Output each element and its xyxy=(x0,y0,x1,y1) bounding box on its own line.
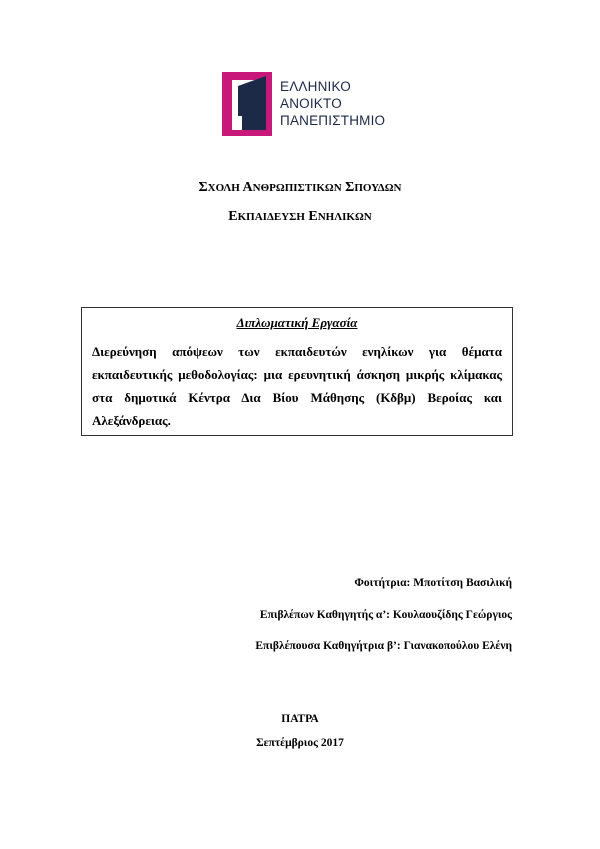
school-cap-1: Σ xyxy=(198,180,208,195)
logo-line-2: ΑΝΟΙΚΤΟ xyxy=(280,96,342,111)
school-word-3: ΠΟΥΔΩΝ xyxy=(354,182,402,194)
supervisor-b: Επιβλέπουσα Καθηγήτρια β’: Γιανακοπούλου Ελένη xyxy=(255,640,512,652)
logo-line-3: ΠΑΝΕΠΙΣΤΗΜΙΟ xyxy=(280,113,386,128)
program-cap-2: Ε xyxy=(308,209,318,224)
program-word-2: ΝΗΛΙΚΩΝ xyxy=(317,211,372,223)
logo-line-1: ΕΛΛΗΝΙΚΟ xyxy=(280,79,351,94)
university-logo xyxy=(222,72,422,136)
thesis-title: Διερεύνηση απόψεων των εκπαιδευτών ενηλίκων για θέματα εκπαιδευτικής μεθοδολογίας: μια ερευνητική άσκηση μικρής κλίμακας στα δημοτικά Κέντρα Δια Βίου Μάθησης (Κδβμ) Βεροίας και Αλεξάνδρειας. xyxy=(92,344,502,428)
city: ΠΑΤΡΑ xyxy=(281,713,319,725)
school-cap-2: Α xyxy=(242,180,253,195)
program-name xyxy=(0,209,600,225)
supervisor-a: Επιβλέπων Καθηγητής α’: Κουλαουζίδης Γεώργιος xyxy=(259,609,512,621)
university-logo-icon xyxy=(222,72,272,136)
date: Σεπτέμβριος 2017 xyxy=(256,737,344,749)
school-cap-3: Σ xyxy=(345,180,355,195)
logo-wordmark xyxy=(280,78,385,129)
student-name: Φοιτήτρια: Μποτίτση Βασιλική xyxy=(354,577,512,589)
school-name xyxy=(0,180,600,196)
school-word-2: ΝΘΡΩΠΙΣΤΙΚΩΝ xyxy=(252,182,342,194)
thesis-type-label: Διπλωματική Εργασία xyxy=(236,315,358,330)
program-word-1: ΚΠΑΙΔΕΥΣΗ xyxy=(237,211,305,223)
thesis-title-box xyxy=(81,307,513,436)
school-word-1: ΧΟΛΗ xyxy=(207,182,240,194)
program-cap-1: Ε xyxy=(228,209,238,224)
